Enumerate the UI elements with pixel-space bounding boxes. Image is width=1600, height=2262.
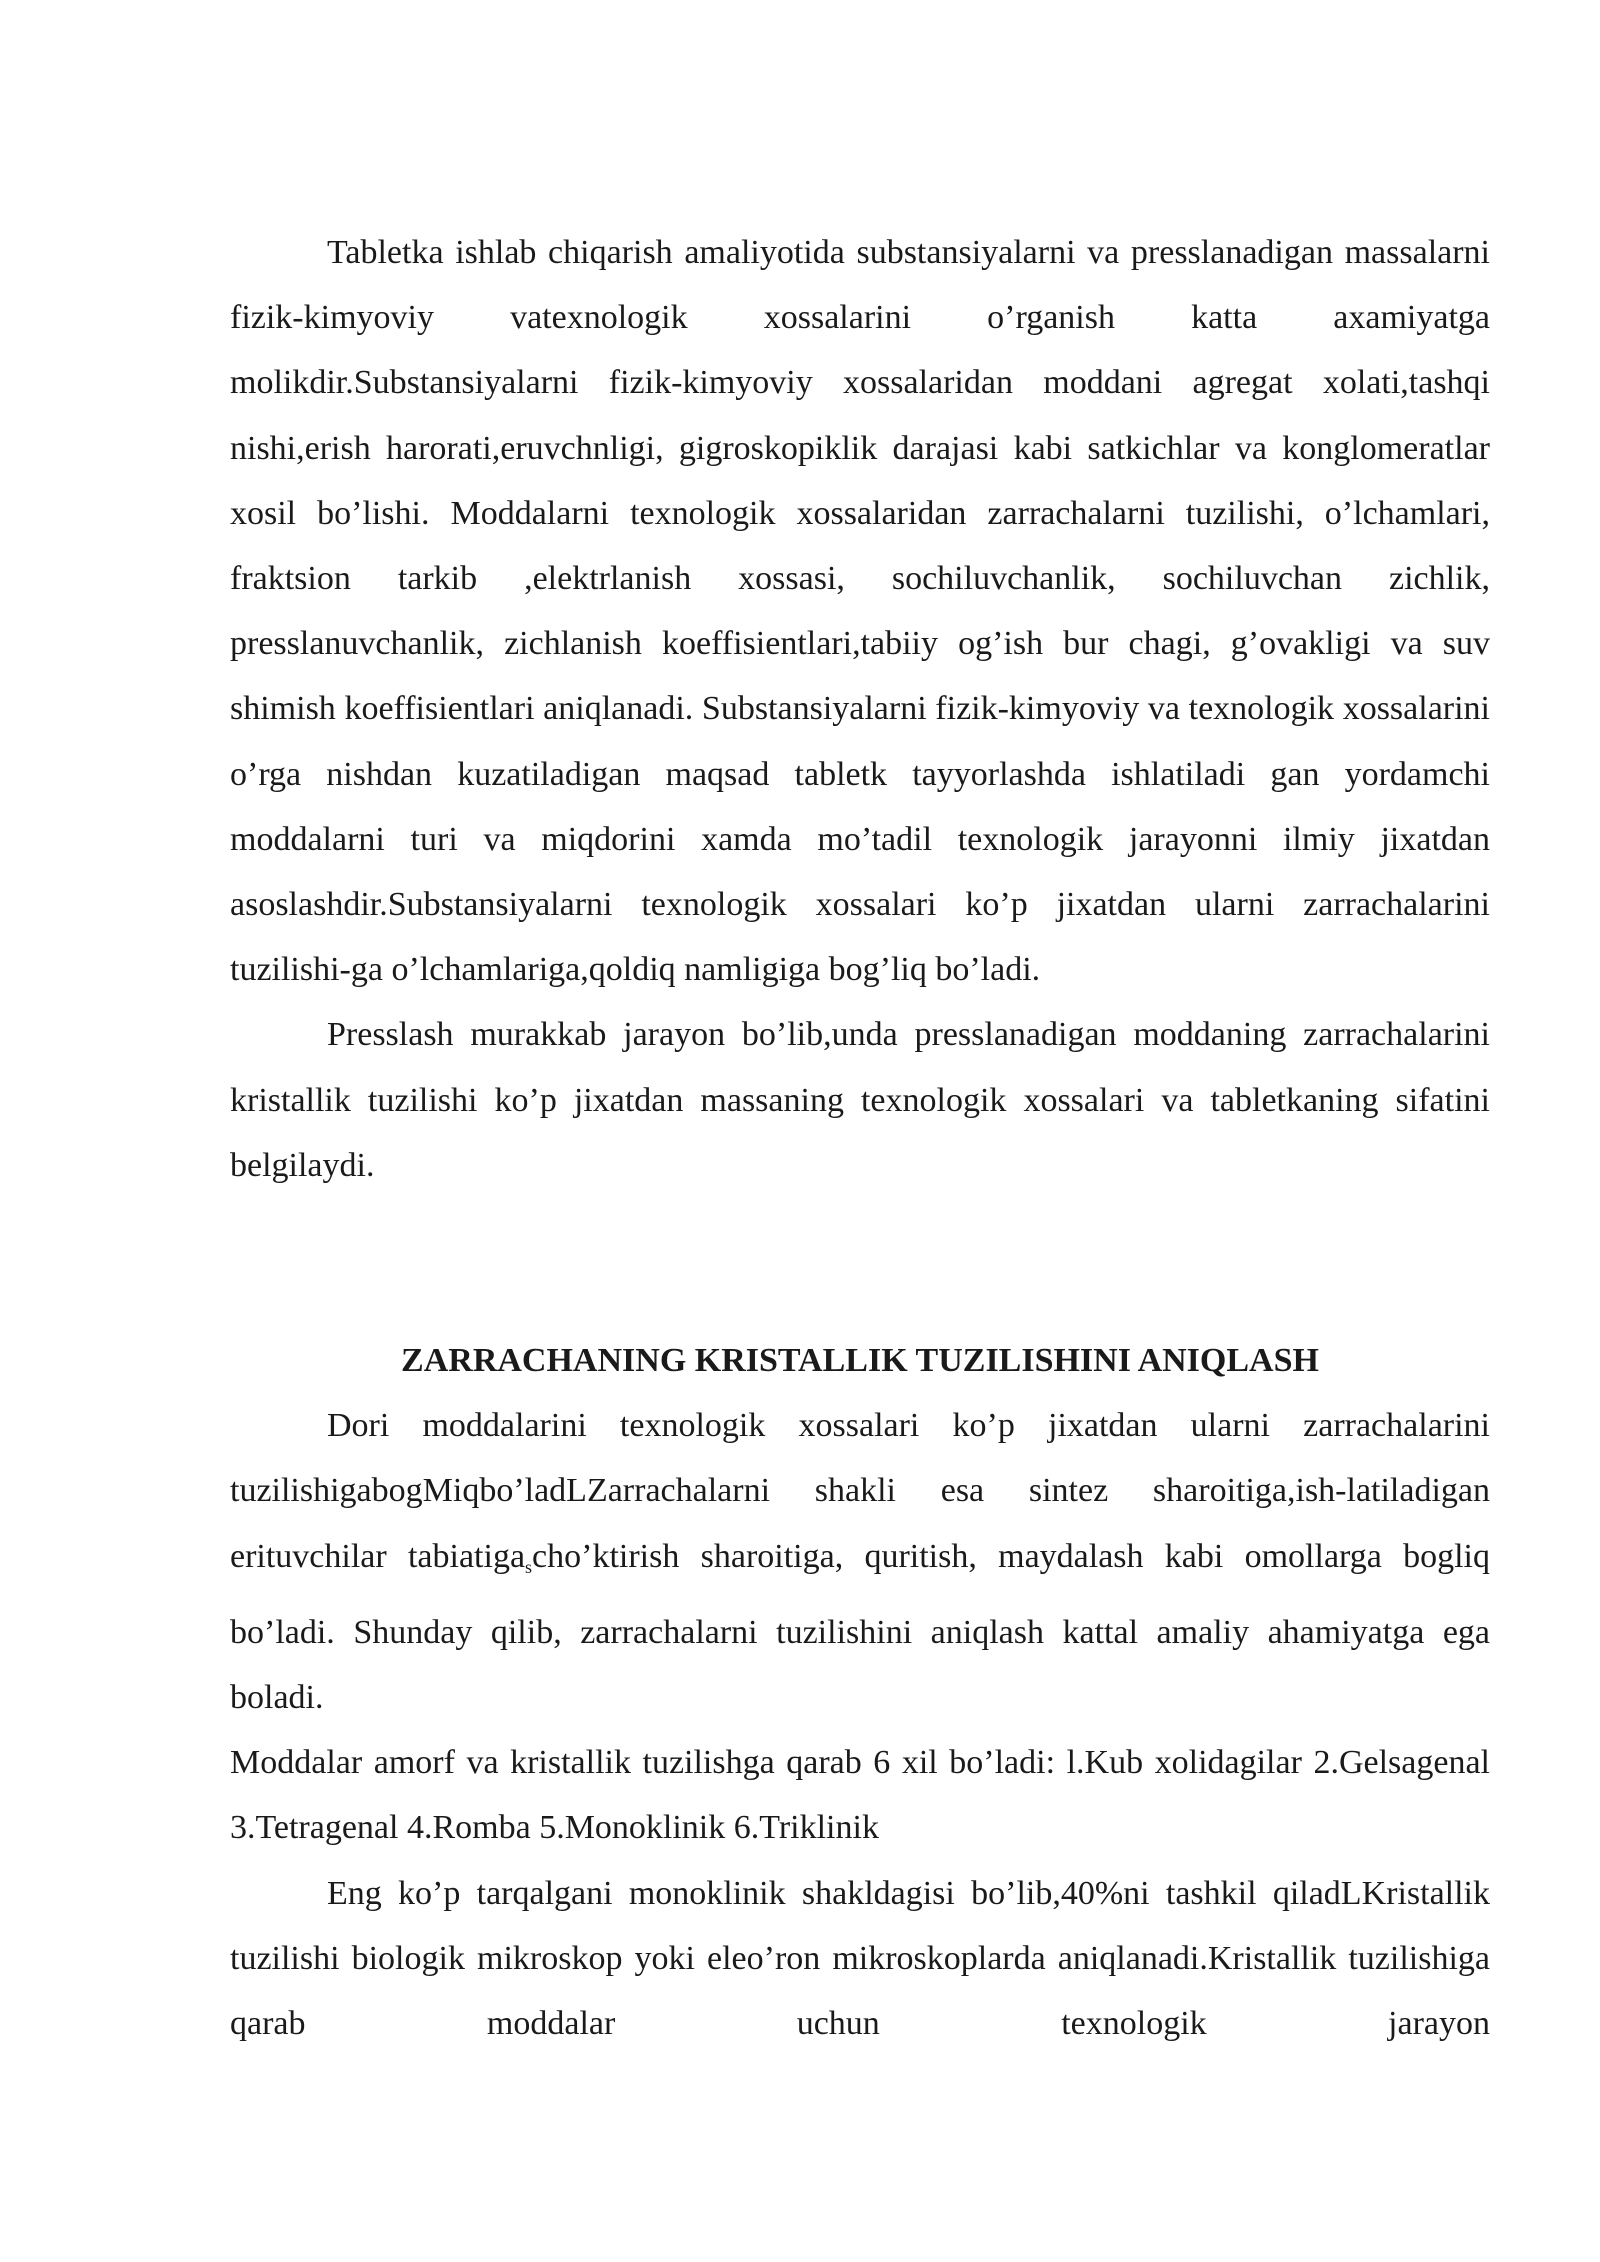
section-paragraph-1-text-b: cho’ktirish sharoitiga, quritish, maydalash kabi omollarga bogliq bo’ladi. Shunday qilib, zarrachalarni tuzilishini aniqlash kattal amaliy ahamiyatga ega boladi. xyxy=(230,1537,1490,1717)
section-spacer xyxy=(230,1198,1490,1328)
section-paragraph-1 xyxy=(230,1393,1490,1730)
section-paragraph-3: Eng ko’p tarqalgani monoklinik shakldagisi bo’lib,40%ni tashkil qiladLKristallik tuzilishi biologik mikroskop yoki eleo’ron mikroskoplarda aniqlanadi.Kristallik tuzilishiga qarab moddalar uchun texnologik jarayon xyxy=(230,1874,1490,2043)
intro-paragraph-2: Presslash murakkab jarayon bo’lib,unda presslanadigan moddaning zarrachalarini kristallik tuzilishi ko’p jixatdan massaning texnologik xossalari va tabletkaning sifatini belgilaydi. xyxy=(230,1016,1490,1184)
section-paragraph-1-text-a: Dori moddalarini texnologik xossalari ko’p jixatdan ularni zarrachalarini tuzilishigabogMiqbo’ladLZarrachalarni shakli esa sintez sharoitiga,ish-latiladigan erituvchilar tabiatiga xyxy=(230,1407,1490,1575)
intro-paragraph-1: Tabletka ishlab chiqarish amaliyotida substansiyalarni va presslanadigan massalarni fizik-kimyoviy vatexnologik xossalarini o’rganish katta axamiyatga molikdir.Substansiyalarni fizik-kimyoviy xossalaridan moddani agregat xolati,tashqi nishi,erish harorati,eruvchnligi, gigroskopiklik darajasi kabi satkichlar va konglomeratlar xosil bo’lishi. Moddalarni texnologik xossalaridan zarrachalarni tuzilishi, o’lchamlari, fraktsion tarkib ,elektrlanish xossasi, sochiluvchanlik, sochiluvchan zichlik, presslanuvchanlik, zichlanish koeffisientlari,tabiiy og’ish bur chagi, g’ovakligi va suv shimish koeffisientlari aniqlanadi. Substansiyalarni fizik-kimyoviy va texnologik xossalarini o’rga nishdan kuzatiladigan maqsad tabletk tayyorlashda ishlatiladi gan yordamchi moddalarni turi va miqdorini xamda mo’tadil texnologik jarayonni ilmiy jixatdan asoslashdir.Substansiyalarni texnologik xossalari ko’p jixatdan ularni zarrachalarini tuzilishi-ga o’lchamlariga,qoldiq namligiga bog’liq bo’ladi. xyxy=(230,234,1490,989)
section-paragraph-1-subscript: s xyxy=(525,1556,533,1577)
section-title: ZARRACHANING KRISTALLIK TUZILISHINI ANIQLASH xyxy=(401,1342,1319,1380)
section-paragraph-2: Moddalar amorf va kristallik tuzilishga qarab 6 xil bo’ladi: l.Kub xolidagilar 2.Gelsagenal 3.Tetragenal 4.Romba 5.Monoklinik 6.Triklinik xyxy=(230,1744,1490,1847)
document-page xyxy=(230,220,1490,2056)
